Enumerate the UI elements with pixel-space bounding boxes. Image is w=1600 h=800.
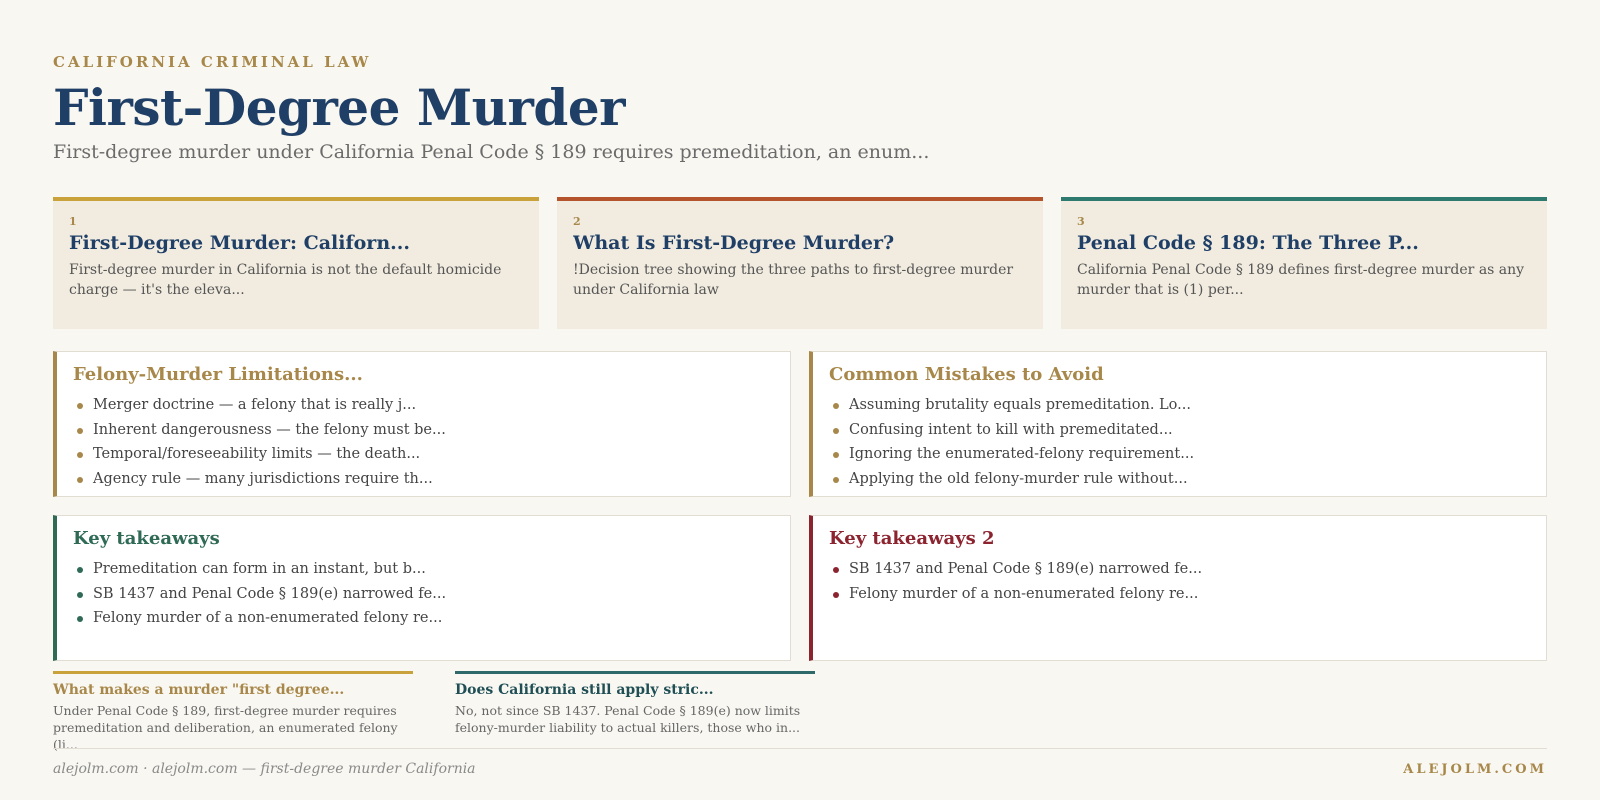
box-title: Key takeaways 2 <box>829 528 995 549</box>
list-item: Assuming brutality equals premeditation. Lo... <box>829 393 1530 418</box>
list-item: Felony murder of a non-enumerated felony re... <box>829 582 1530 607</box>
section-title: Penal Code § 189: The Three P... <box>1077 232 1419 254</box>
list-item: Confusing intent to kill with premeditated... <box>829 418 1530 443</box>
list-item: Ignoring the enumerated-felony requirement... <box>829 442 1530 467</box>
box-title: Key takeaways <box>73 528 220 549</box>
section-description: California Penal Code § 189 defines first-degree murder as any murder that is (1) per... <box>1077 262 1525 298</box>
page-subtitle: First-degree murder under California Penal Code § 189 requires premeditation, an enum... <box>53 141 930 163</box>
felony-murder-limitations-box <box>53 351 791 497</box>
list-item: Temporal/foreseeability limits — the death... <box>73 442 774 467</box>
section-description: First-degree murder in California is not the default homicide charge — it's the eleva... <box>69 262 502 298</box>
info-grid <box>53 351 1547 661</box>
section-description: !Decision tree showing the three paths to first-degree murder under California law <box>573 262 1014 298</box>
page-title: First-Degree Murder <box>53 78 625 137</box>
page-kicker: CALIFORNIA CRIMINAL LAW <box>53 53 372 71</box>
list-item: SB 1437 and Penal Code § 189(e) narrowed fe... <box>829 557 1530 582</box>
box-title: Common Mistakes to Avoid <box>829 364 1104 385</box>
bullet-list <box>829 557 1530 606</box>
faq-answer: No, not since SB 1437. Penal Code § 189(e) now limits felony-murder liability to actual killers, those who in... <box>455 703 801 735</box>
page-header <box>53 53 1547 163</box>
list-item: Merger doctrine — a felony that is really j... <box>73 393 774 418</box>
page-footer <box>53 748 1547 777</box>
section-number: 2 <box>573 215 581 228</box>
footer-source: alejolm.com · alejolm.com — first-degree murder California <box>53 761 476 777</box>
list-item: Applying the old felony-murder rule without... <box>829 467 1530 492</box>
list-item: Agency rule — many jurisdictions require th... <box>73 467 774 492</box>
section-title: What Is First-Degree Murder? <box>573 232 895 254</box>
bullet-list <box>829 393 1530 491</box>
faq-answer: Under Penal Code § 189, first-degree murder requires premeditation and deliberation, an enumerated felony (li... <box>53 703 398 752</box>
faq-question: Does California still apply stric... <box>455 682 714 698</box>
bullet-list <box>73 393 774 491</box>
section-card-1[interactable] <box>53 197 539 329</box>
faq-item[interactable] <box>455 671 815 753</box>
list-item: Felony murder of a non-enumerated felony re... <box>73 606 774 631</box>
footer-brand-link[interactable]: ALEJOLM.COM <box>1403 761 1547 777</box>
bullet-list <box>73 557 774 631</box>
list-item: Inherent dangerousness — the felony must be... <box>73 418 774 443</box>
key-takeaways-box <box>53 515 791 661</box>
section-cards <box>53 197 1547 329</box>
section-card-2[interactable] <box>557 197 1043 329</box>
section-number: 1 <box>69 215 77 228</box>
section-card-3[interactable] <box>1061 197 1547 329</box>
faq-question: What makes a murder "first degree... <box>53 682 345 698</box>
key-takeaways-2-box <box>809 515 1547 661</box>
common-mistakes-box <box>809 351 1547 497</box>
list-item: Premeditation can form in an instant, but b... <box>73 557 774 582</box>
box-title: Felony-Murder Limitations... <box>73 364 363 385</box>
list-item: SB 1437 and Penal Code § 189(e) narrowed fe... <box>73 582 774 607</box>
section-title: First-Degree Murder: Californ... <box>69 232 410 254</box>
faq-item[interactable] <box>53 671 413 753</box>
section-number: 3 <box>1077 215 1085 228</box>
faq-section <box>53 671 815 753</box>
